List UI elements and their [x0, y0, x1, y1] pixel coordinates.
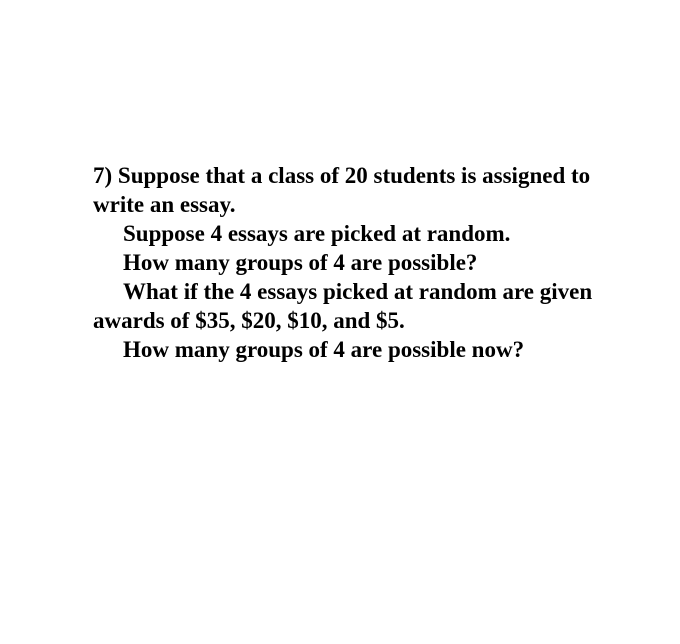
problem-line-5: What if the 4 essays picked at random are given	[123, 279, 593, 304]
problem-line-3: Suppose 4 essays are picked at random.	[123, 221, 511, 246]
problem-line-2: write an essay.	[93, 192, 236, 217]
problem-line-6: awards of $35, $20, $10, and $5.	[93, 308, 405, 333]
problem-line-1: 7) Suppose that a class of 20 students is assigned to	[93, 163, 591, 188]
problem-7-text	[93, 161, 633, 364]
problem-line-4: How many groups of 4 are possible?	[123, 250, 478, 275]
problem-line-7: How many groups of 4 are possible now?	[123, 337, 525, 362]
